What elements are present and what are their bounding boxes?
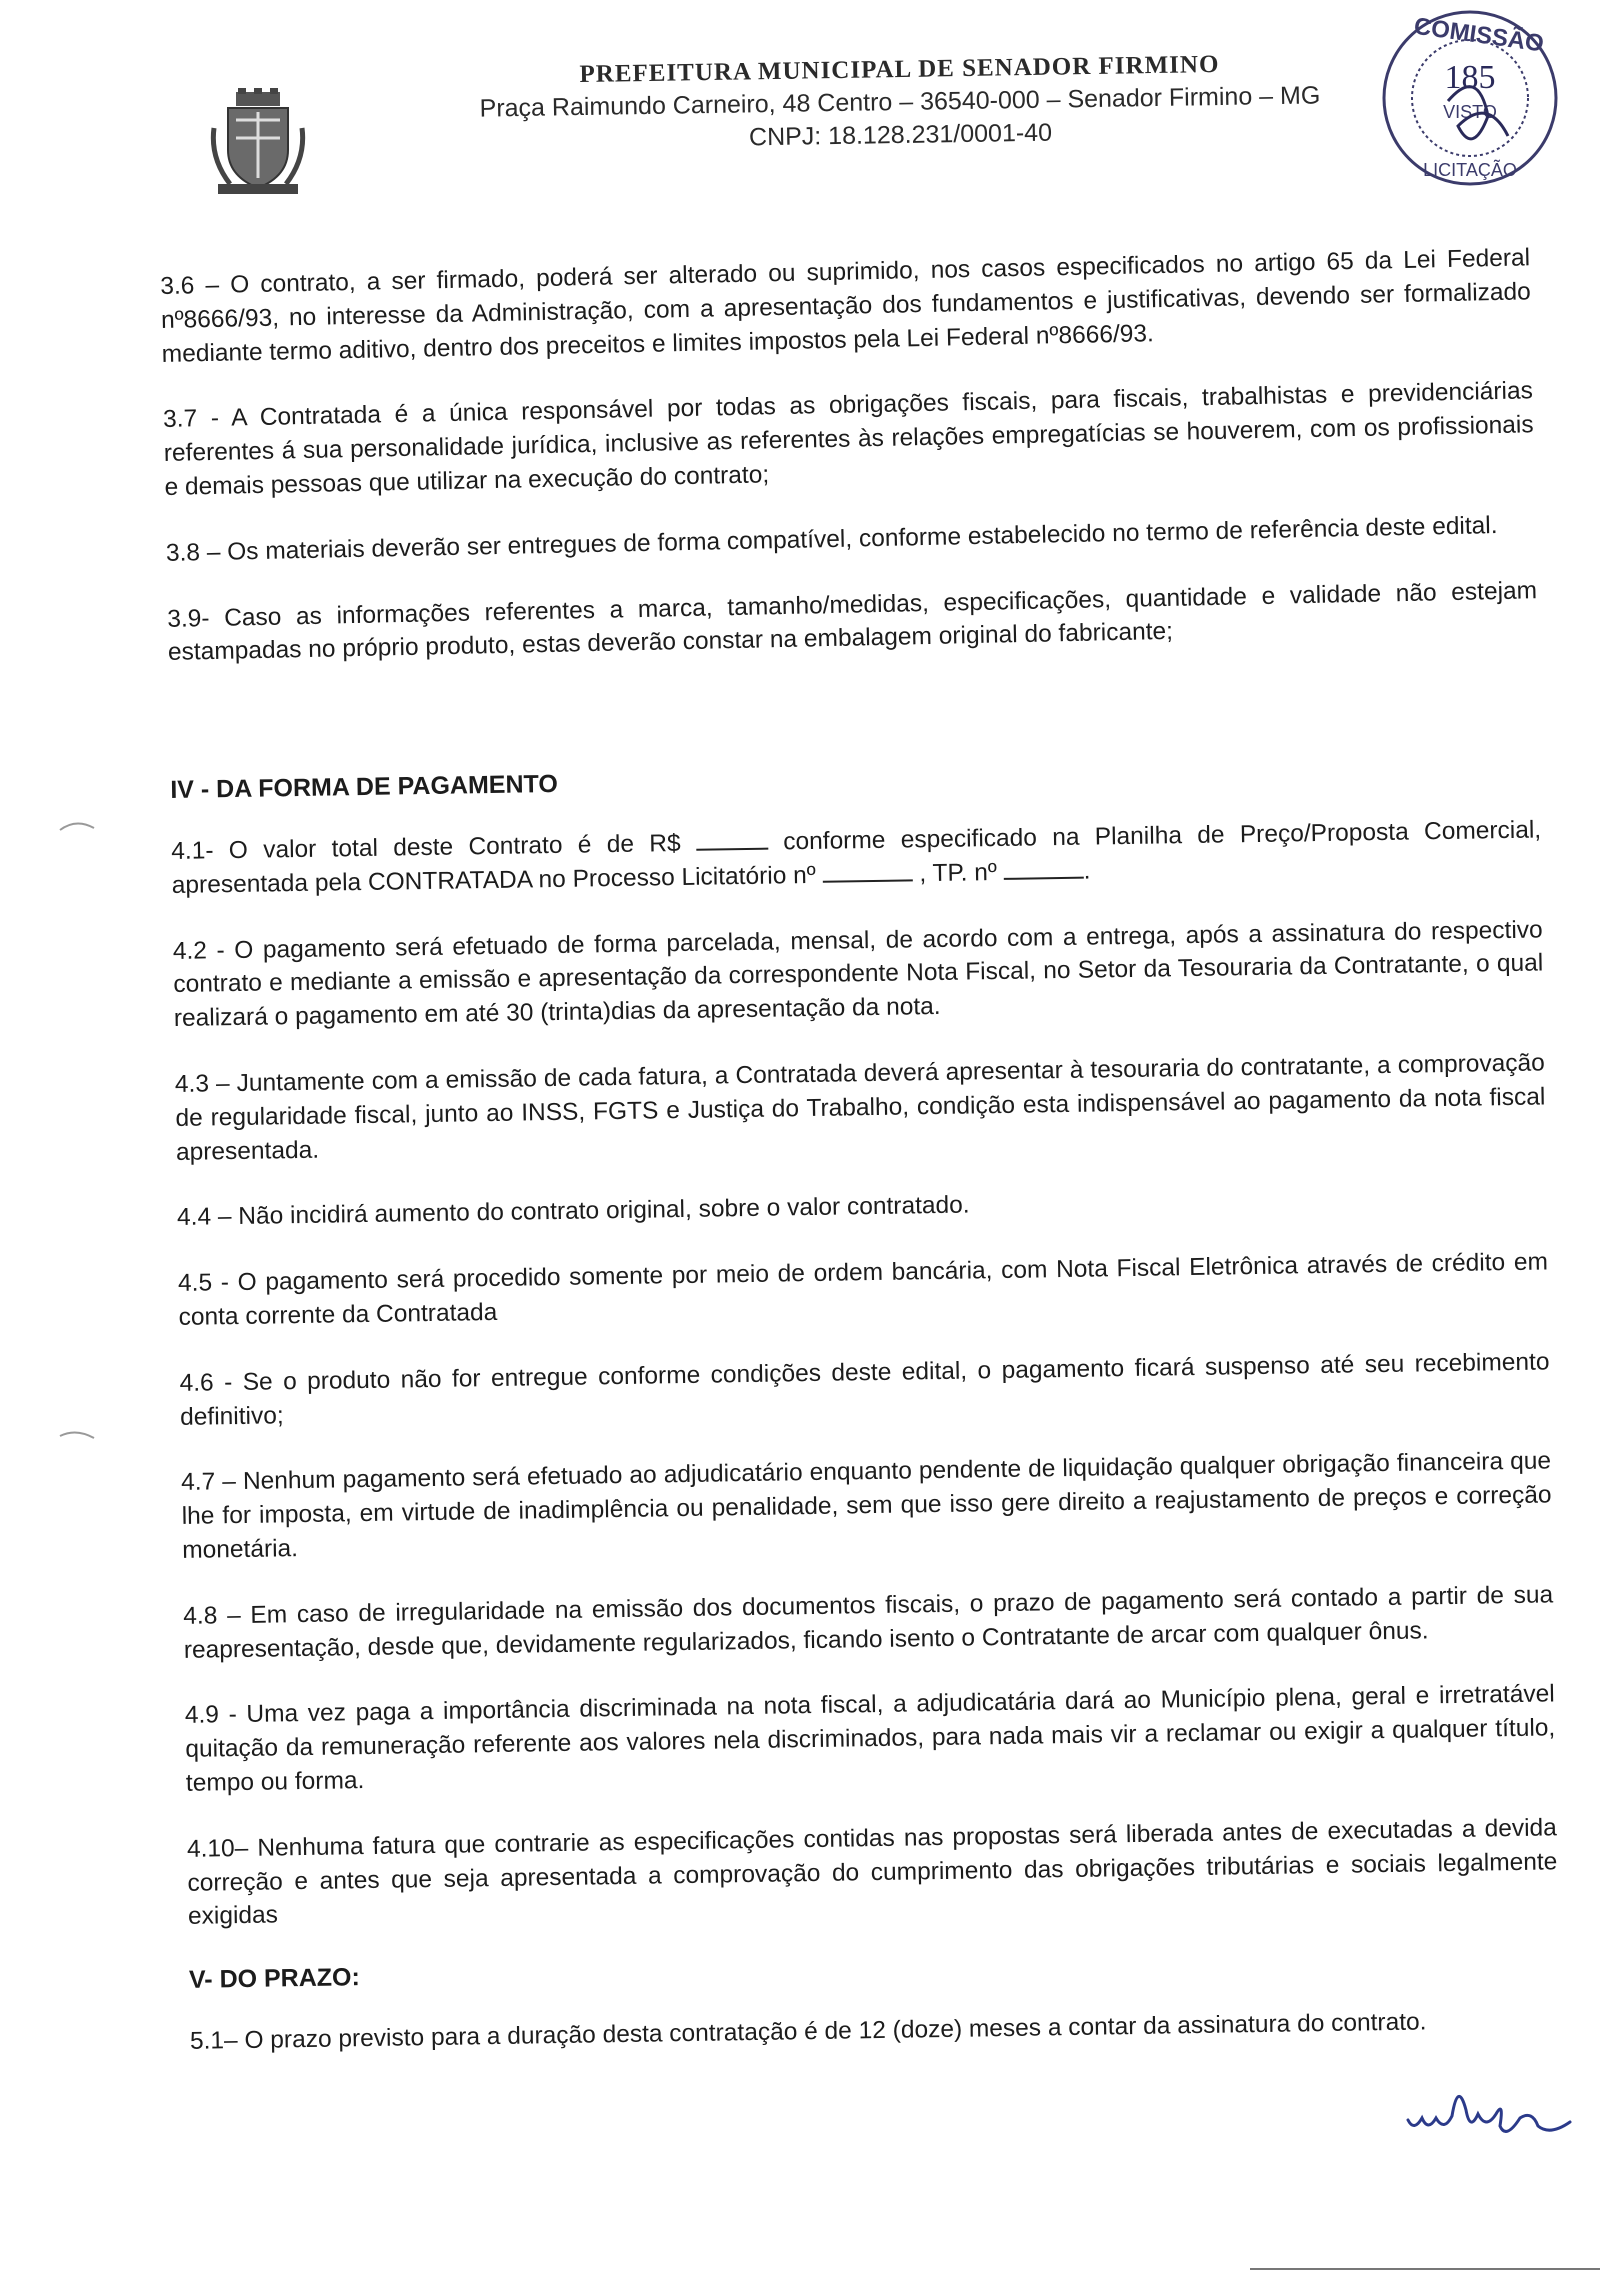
clause-4-7: 4.7 – Nenhum pagamento será efetuado ao adjudicatário enquanto pendente de liquidação qualquer obrigação financeira que lhe for imposta, em virtude de inadimplência ou penalidade, sem que isso gere direito a reajustamento de preços e correção monetária.	[180, 1447, 1552, 1564]
heading-term: V- DO PRAZO:	[188, 1963, 361, 1994]
clause-3-7: 3.7 - A Contratada é a única responsável por todas as obrigações fiscais, para fiscais, trabalhistas e previdenciárias referentes á sua personalidade jurídica, inclusive as referentes às relações empregatícias se houverem, com os profissionais e demais pessoas que utilizar na execução do contrato;	[162, 377, 1534, 501]
stamp-top-text: COMISSÃO	[1412, 12, 1546, 58]
letterhead-cnpj: CNPJ: 18.128.231/0001-40	[748, 118, 1053, 152]
punch-mark-icon	[58, 816, 98, 836]
tp-number-blank[interactable]	[1004, 875, 1084, 879]
letterhead	[419, 48, 1380, 157]
punch-mark-icon	[58, 1424, 98, 1444]
clause-4-2: 4.2 - O pagamento será efetuado de forma parcelada, mensal, de acordo com a entrega, após a assinatura do respectivo contrato e mediante a emissão e apresentação da correspondente Nota Fiscal, no Setor da Tesouraria da Contratante, o qual realizará o pagamento em até 30 (trinta)dias da apresentação da nota.	[172, 916, 1544, 1033]
payment-and-term-sections	[170, 748, 1561, 2090]
clause-4-1-part-c: , TP. nº	[919, 858, 998, 888]
process-number-blank[interactable]	[823, 878, 913, 882]
heading-payment: IV - DA FORMA DE PAGAMENTO	[170, 769, 558, 804]
stamp-number: 185	[1444, 59, 1496, 96]
clause-4-9: 4.9 - Uma vez paga a importância discriminada na nota fiscal, a adjudicatária dará ao Município plena, geral e irretratável quitação da remuneração referente aos valores nela discriminados, para nada mais vir a reclamar ou exigir a qualquer título, tempo ou forma.	[184, 1680, 1556, 1797]
clause-4-6: 4.6 - Se o produto não for entregue conforme condições deste edital, o pagamento ficará suspenso até seu recebimento definitivo;	[179, 1348, 1550, 1431]
clause-4-8: 4.8 – Em caso de irregularidade na emissão dos documentos fiscais, o prazo de pagamento será contado a partir de sua reapresentação, desde que, devidamente regularizados, ficando isento o Contratante de arcar com qualquer ônus.	[183, 1581, 1554, 1664]
clause-4-10: 4.10– Nenhuma fatura que contrarie as especificações contidas nas propostas será liberada antes de executadas a devida correção e antes que seja apresentada a comprovação do cumprimento das obrigações tributárias e sociais legalmente exigidas	[186, 1814, 1558, 1931]
contract-value-blank[interactable]	[696, 847, 768, 851]
clause-3-9: 3.9- Caso as informações referentes a marca, tamanho/medidas, especificações, quantidade e validade não estejam estampadas no próprio produto, estas deverão constar na embalagem original do fabricante;	[167, 576, 1538, 667]
clause-4-1-part-d: .	[1083, 857, 1091, 885]
clause-4-1-part-a: 4.1- O valor total deste Contrato é de R$	[171, 829, 681, 865]
commission-stamp	[1378, 6, 1563, 191]
clause-4-1-part-b: conforme especificado na Planilha de Preço/Proposta Comercial, apresentada pela CONTRATADA no Processo Licitatório nº	[171, 816, 1542, 899]
stamp-bottom-text: LICITAÇÃO	[1423, 160, 1517, 180]
letterhead-address: Praça Raimundo Carneiro, 48 Centro – 36540-000 – Senador Firmino – MG	[479, 81, 1321, 123]
clause-3-6: 3.6 – O contrato, a ser firmado, poderá ser alterado ou suprimido, nos casos especificados no artigo 65 da Lei Federal nº8666/93, no interesse da Administração, com a apresentação dos fundamentos e justificativas, devendo ser formalizado mediante termo aditivo, dentro dos preceitos e limites impostos pela Lei Federal nº8666/93.	[160, 244, 1532, 368]
clause-4-5: 4.5 - O pagamento será procedido somente por meio de ordem bancária, com Nota Fiscal Eletrônica através de crédito em conta corrente da Contratada	[177, 1248, 1549, 1331]
clause-4-1	[171, 813, 1542, 902]
handwritten-initials-icon	[1400, 2070, 1600, 2150]
clause-3-8: 3.8 – Os materiais deverão ser entregues de forma compatível, conforme estabelecido no termo de referência deste edital.	[165, 511, 1498, 567]
clause-4-3: 4.3 – Juntamente com a emissão de cada fatura, a Contratada deverá apresentar à tesouraria do contratante, a comprovação de regularidade fiscal, junto ao INSS, FGTS e Justiça do Trabalho, condição esta indispensável ao pagamento da nota fiscal apresentada.	[174, 1049, 1546, 1166]
letterhead-org: PREFEITURA MUNICIPAL DE SENADOR FIRMINO	[579, 50, 1220, 89]
stamp-middle-text: VISTO	[1443, 102, 1497, 122]
clause-4-4: 4.4 – Não incidirá aumento do contrato original, sobre o valor contratado.	[176, 1191, 970, 1232]
section-iii-continuation	[160, 241, 1539, 702]
clause-5-1: 5.1– O prazo previsto para a duração desta contratação é de 12 (doze) meses a contar da assinatura do contrato.	[189, 2008, 1427, 2055]
scan-edge-line	[1250, 2268, 1600, 2270]
municipal-crest-icon	[210, 88, 306, 196]
